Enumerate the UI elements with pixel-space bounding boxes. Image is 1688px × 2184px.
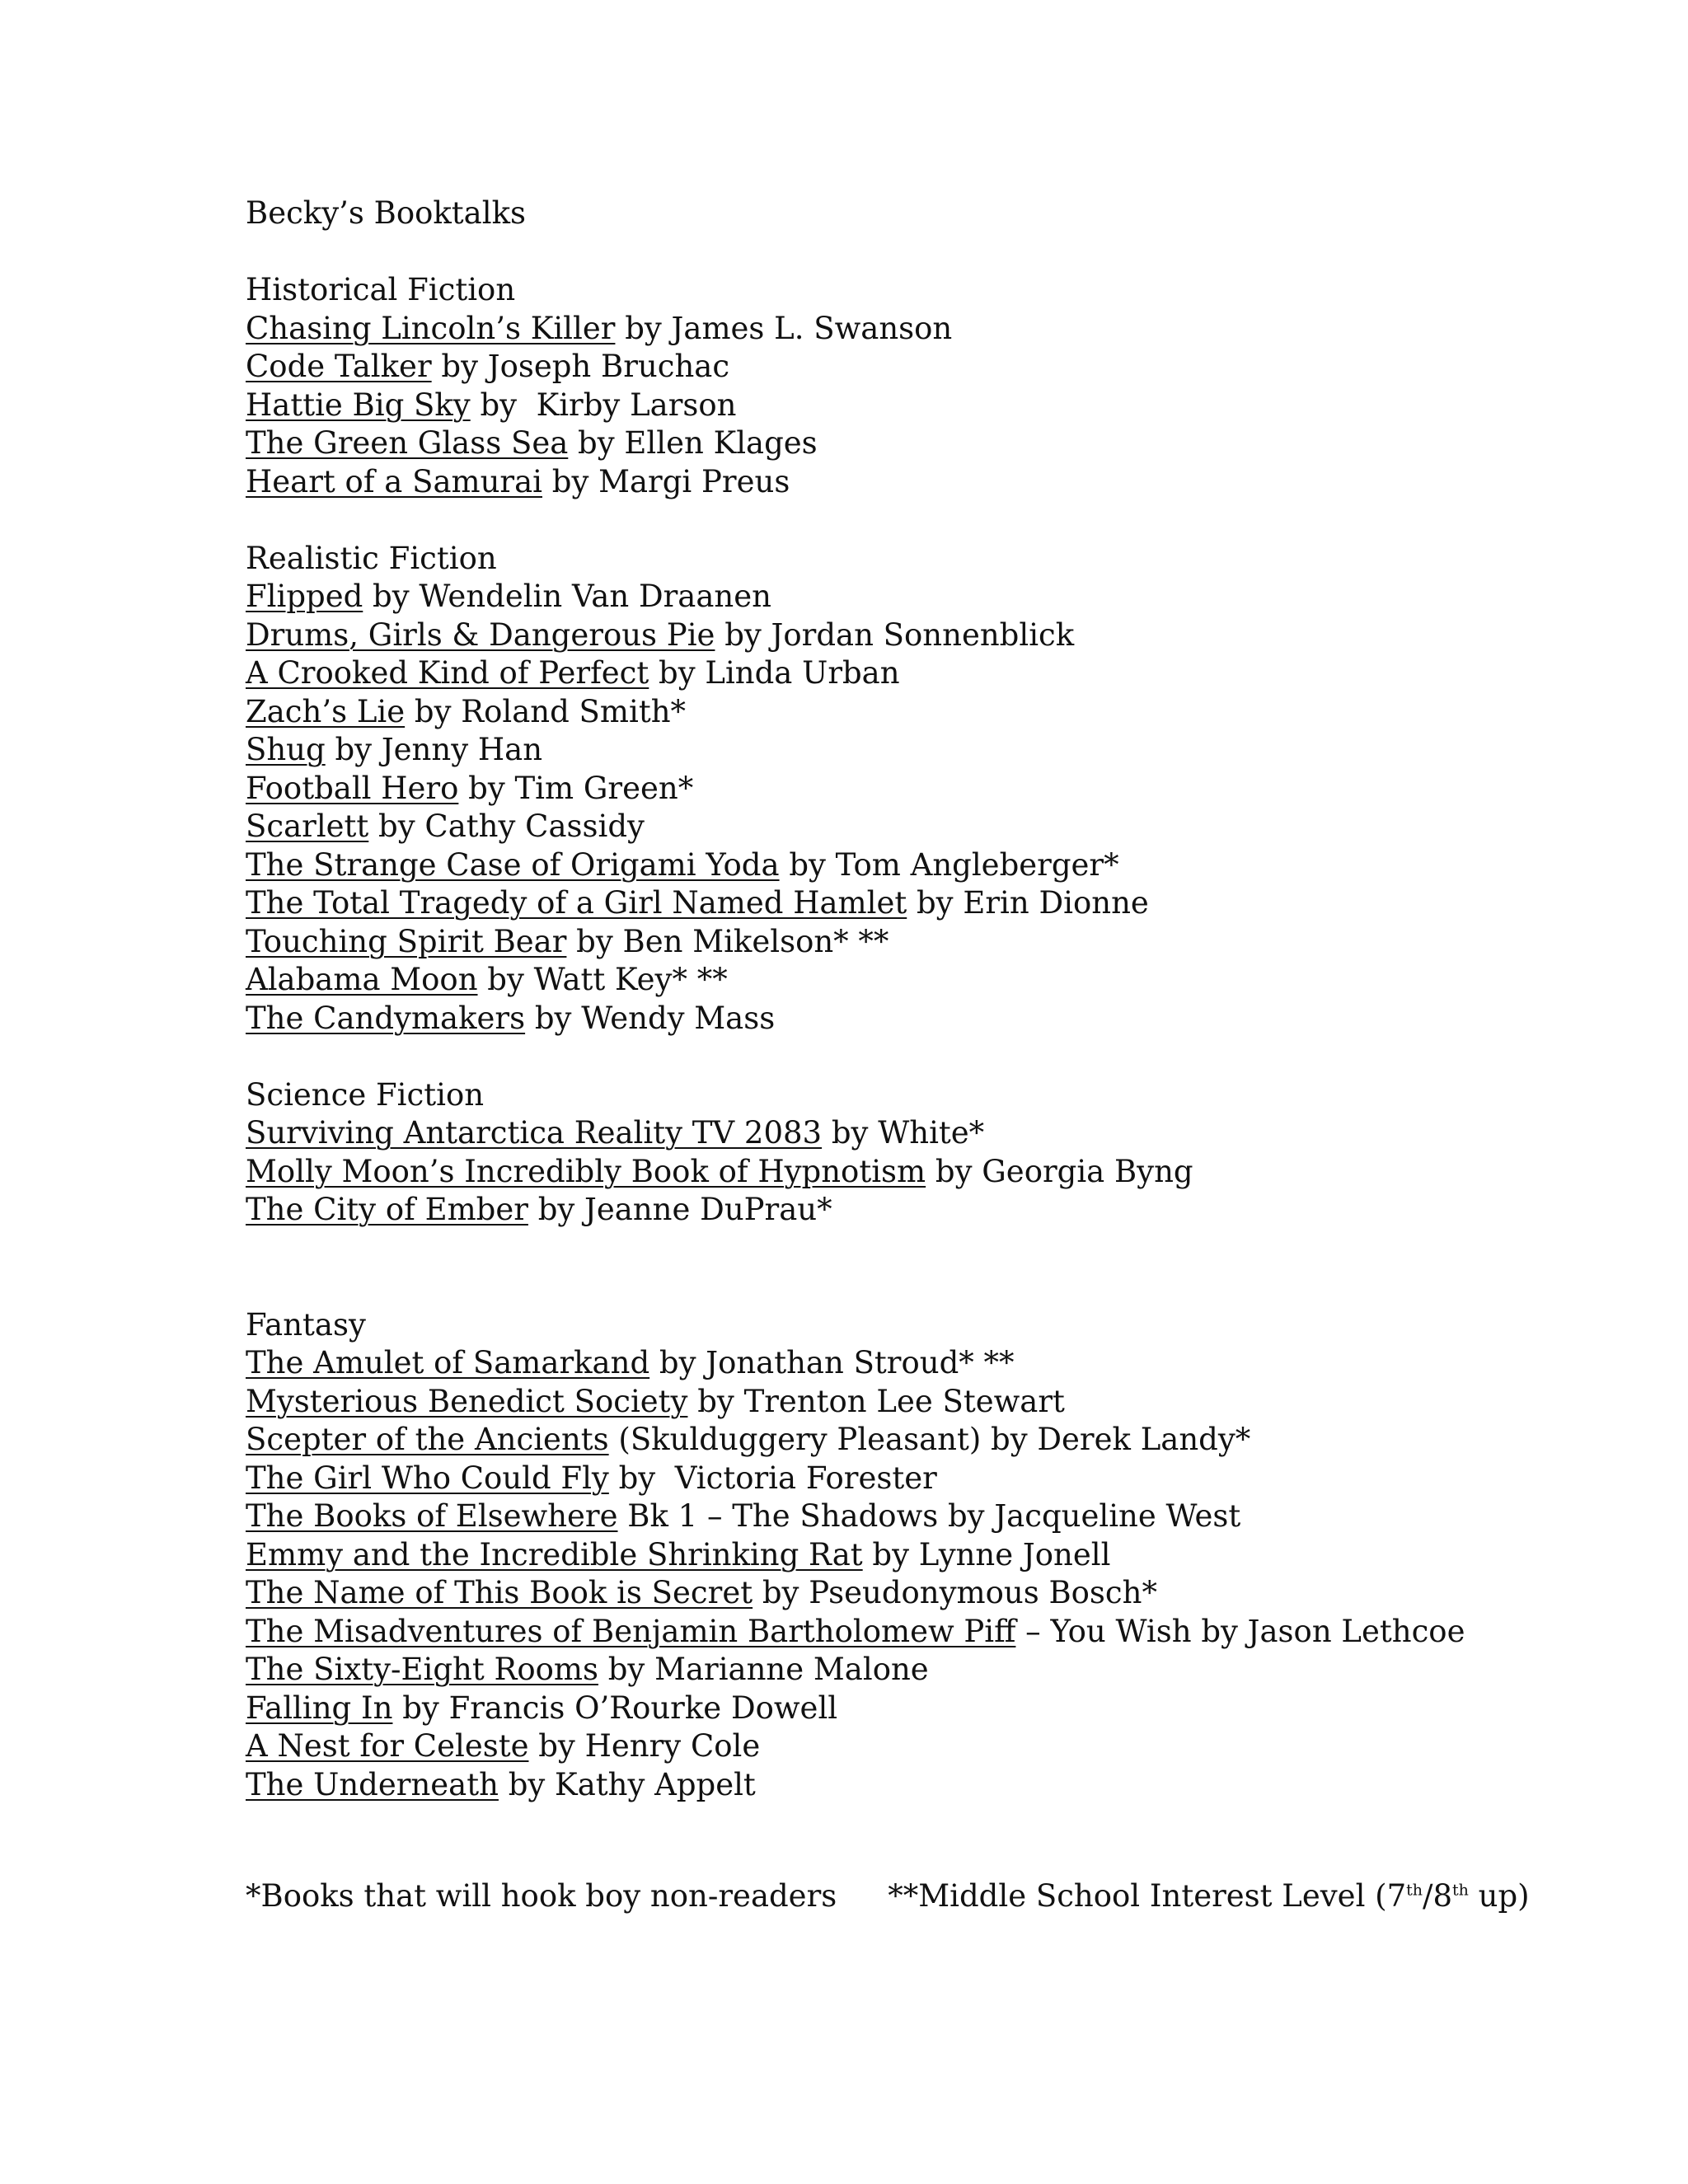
book-title: Surviving Antarctica Reality TV 2083 [246, 1115, 823, 1151]
book-title: The City of Ember [246, 1192, 528, 1227]
book-author: by Wendy Mass [525, 1000, 776, 1036]
book-author: by Trenton Lee Stewart [687, 1383, 1065, 1419]
book-author: (Skulduggery Pleasant) by Derek Landy* [608, 1422, 1251, 1457]
book-author: by Kirby Larson [470, 387, 737, 423]
book-author: by Joseph Bruchac [431, 349, 730, 384]
book-title: A Crooked Kind of Perfect [246, 655, 649, 691]
book-author: Bk 1 – The Shadows by Jacqueline West [617, 1498, 1241, 1534]
book-title: Zach’s Lie [246, 693, 406, 729]
book-entry [246, 654, 1564, 693]
book-author: by Victoria Forester [608, 1460, 937, 1496]
section-fantasy [246, 1306, 1564, 1805]
book-entry [246, 770, 1564, 808]
book-author: by Jenny Han [325, 732, 543, 767]
book-entry [246, 1421, 1564, 1460]
book-entry [246, 1114, 1564, 1153]
book-entry [246, 387, 1564, 425]
book-entry [246, 348, 1564, 387]
book-entry [246, 1613, 1564, 1652]
book-entry [246, 1574, 1564, 1613]
book-author: by Cathy Cassidy [368, 808, 645, 844]
book-entry [246, 616, 1564, 655]
book-title: Emmy and the Incredible Shrinking Rat [246, 1536, 863, 1572]
book-title: The Total Tragedy of a Girl Named Hamlet [246, 885, 907, 921]
book-title: Chasing Lincoln’s Killer [246, 310, 616, 346]
book-entry [246, 310, 1564, 349]
book-author: by Georgia Byng [926, 1153, 1193, 1189]
book-title: Mysterious Benedict Society [246, 1383, 688, 1419]
page-title: Becky’s Booktalks [246, 195, 526, 231]
book-entry [246, 1153, 1564, 1192]
book-author: by Francis O’Rourke Dowell [392, 1690, 838, 1726]
book-author: by Henry Cole [528, 1728, 761, 1764]
book-author: by Tom Angleberger* [779, 846, 1119, 883]
book-entry [246, 1766, 1564, 1805]
book-entry [246, 1497, 1564, 1536]
section-heading: Science Fiction [246, 1076, 485, 1113]
book-entry [246, 578, 1564, 616]
book-title: Scarlett [246, 808, 369, 844]
book-author: by Tim Green* [458, 770, 694, 806]
book-title: The Name of This Book is Secret [246, 1575, 753, 1610]
section-heading: Historical Fiction [246, 272, 516, 307]
book-title: Drums, Girls & Dangerous Pie [246, 616, 715, 653]
book-author: by James L. Swanson [615, 310, 953, 346]
book-entry [246, 1000, 1564, 1038]
book-entry [246, 846, 1564, 885]
book-title: Football Hero [246, 770, 459, 806]
book-title: A Nest for Celeste [246, 1728, 529, 1764]
book-entry [246, 1727, 1564, 1766]
book-title: The Girl Who Could Fly [246, 1460, 609, 1496]
footnote-middle-school [888, 1878, 1529, 1914]
book-title: The Amulet of Samarkand [246, 1345, 650, 1380]
book-title: Scepter of the Ancients [246, 1422, 609, 1457]
book-author: – You Wish by Jason Lethcoe [1015, 1613, 1465, 1649]
footnote-boy-readers: *Books that will hook boy non-readers [246, 1878, 837, 1914]
book-entry [246, 424, 1564, 463]
book-title: The Strange Case of Origami Yoda [246, 846, 780, 883]
book-entry [246, 961, 1564, 1000]
book-title: The Books of Elsewhere [246, 1498, 618, 1534]
book-title: Hattie Big Sky [246, 387, 471, 423]
book-title: Falling In [246, 1690, 393, 1726]
book-author: by White* [822, 1115, 985, 1151]
footnote-superscript-7th: th [1406, 1881, 1423, 1900]
book-author: by Linda Urban [649, 655, 900, 691]
book-author: by Wendelin Van Draanen [363, 579, 771, 614]
book-entry [246, 1690, 1564, 1728]
book-entry [246, 1344, 1564, 1383]
footnote-middle-school-text: **Middle School Interest Level (7 [888, 1878, 1407, 1914]
book-author: by Jordan Sonnenblick [715, 616, 1075, 653]
book-title: The Candymakers [246, 1000, 526, 1036]
section-realistic-fiction [246, 540, 1564, 1038]
book-title: The Misadventures of Benjamin Bartholomew Piff [246, 1613, 1016, 1649]
book-author: by Jeanne DuPrau* [528, 1192, 832, 1227]
book-title: Shug [246, 732, 326, 767]
book-title: Heart of a Samurai [246, 463, 542, 499]
book-author: by Marianne Malone [598, 1652, 929, 1687]
book-entry [246, 808, 1564, 846]
book-title: Alabama Moon [246, 962, 478, 997]
book-author: by Jonathan Stroud* ** [649, 1345, 1015, 1380]
book-entry [246, 1536, 1564, 1575]
section-heading: Fantasy [246, 1306, 366, 1343]
book-author: by Margi Preus [542, 463, 790, 499]
book-title: The Green Glass Sea [246, 425, 569, 461]
book-entry [246, 693, 1564, 732]
footnote-up: up) [1468, 1878, 1530, 1914]
book-author: by Pseudonymous Bosch* [753, 1575, 1157, 1610]
footnote-slash-8: /8 [1423, 1878, 1453, 1914]
book-entry [246, 463, 1564, 502]
book-title: Code Talker [246, 349, 432, 384]
book-entry [246, 1651, 1564, 1690]
book-author: by Lynne Jonell [862, 1536, 1111, 1572]
sections-container [246, 271, 1564, 1804]
book-title: The Sixty-Eight Rooms [246, 1652, 598, 1687]
book-author: by Erin Dionne [907, 885, 1149, 921]
book-entry [246, 884, 1564, 923]
book-author: by Watt Key* ** [477, 962, 728, 997]
book-title: The Underneath [246, 1766, 499, 1802]
section-heading: Realistic Fiction [246, 540, 497, 576]
book-title: Touching Spirit Bear [246, 923, 567, 959]
book-author: by Roland Smith* [405, 693, 687, 729]
book-title: Molly Moon’s Incredibly Book of Hypnotism [246, 1153, 926, 1189]
book-entry [246, 731, 1564, 770]
book-entry [246, 1191, 1564, 1230]
book-entry [246, 923, 1564, 962]
book-author: by Ben Mikelson* ** [566, 923, 889, 959]
book-entry [246, 1460, 1564, 1498]
book-author: by Kathy Appelt [498, 1766, 756, 1802]
book-author: by Ellen Klages [568, 425, 818, 461]
document-page [246, 194, 1564, 1843]
section-historical-fiction [246, 271, 1564, 501]
book-entry [246, 1383, 1564, 1422]
section-science-fiction [246, 1076, 1564, 1230]
book-title: Flipped [246, 579, 363, 614]
footer-notes [246, 1877, 1530, 1916]
footnote-superscript-8th: th [1452, 1881, 1469, 1900]
